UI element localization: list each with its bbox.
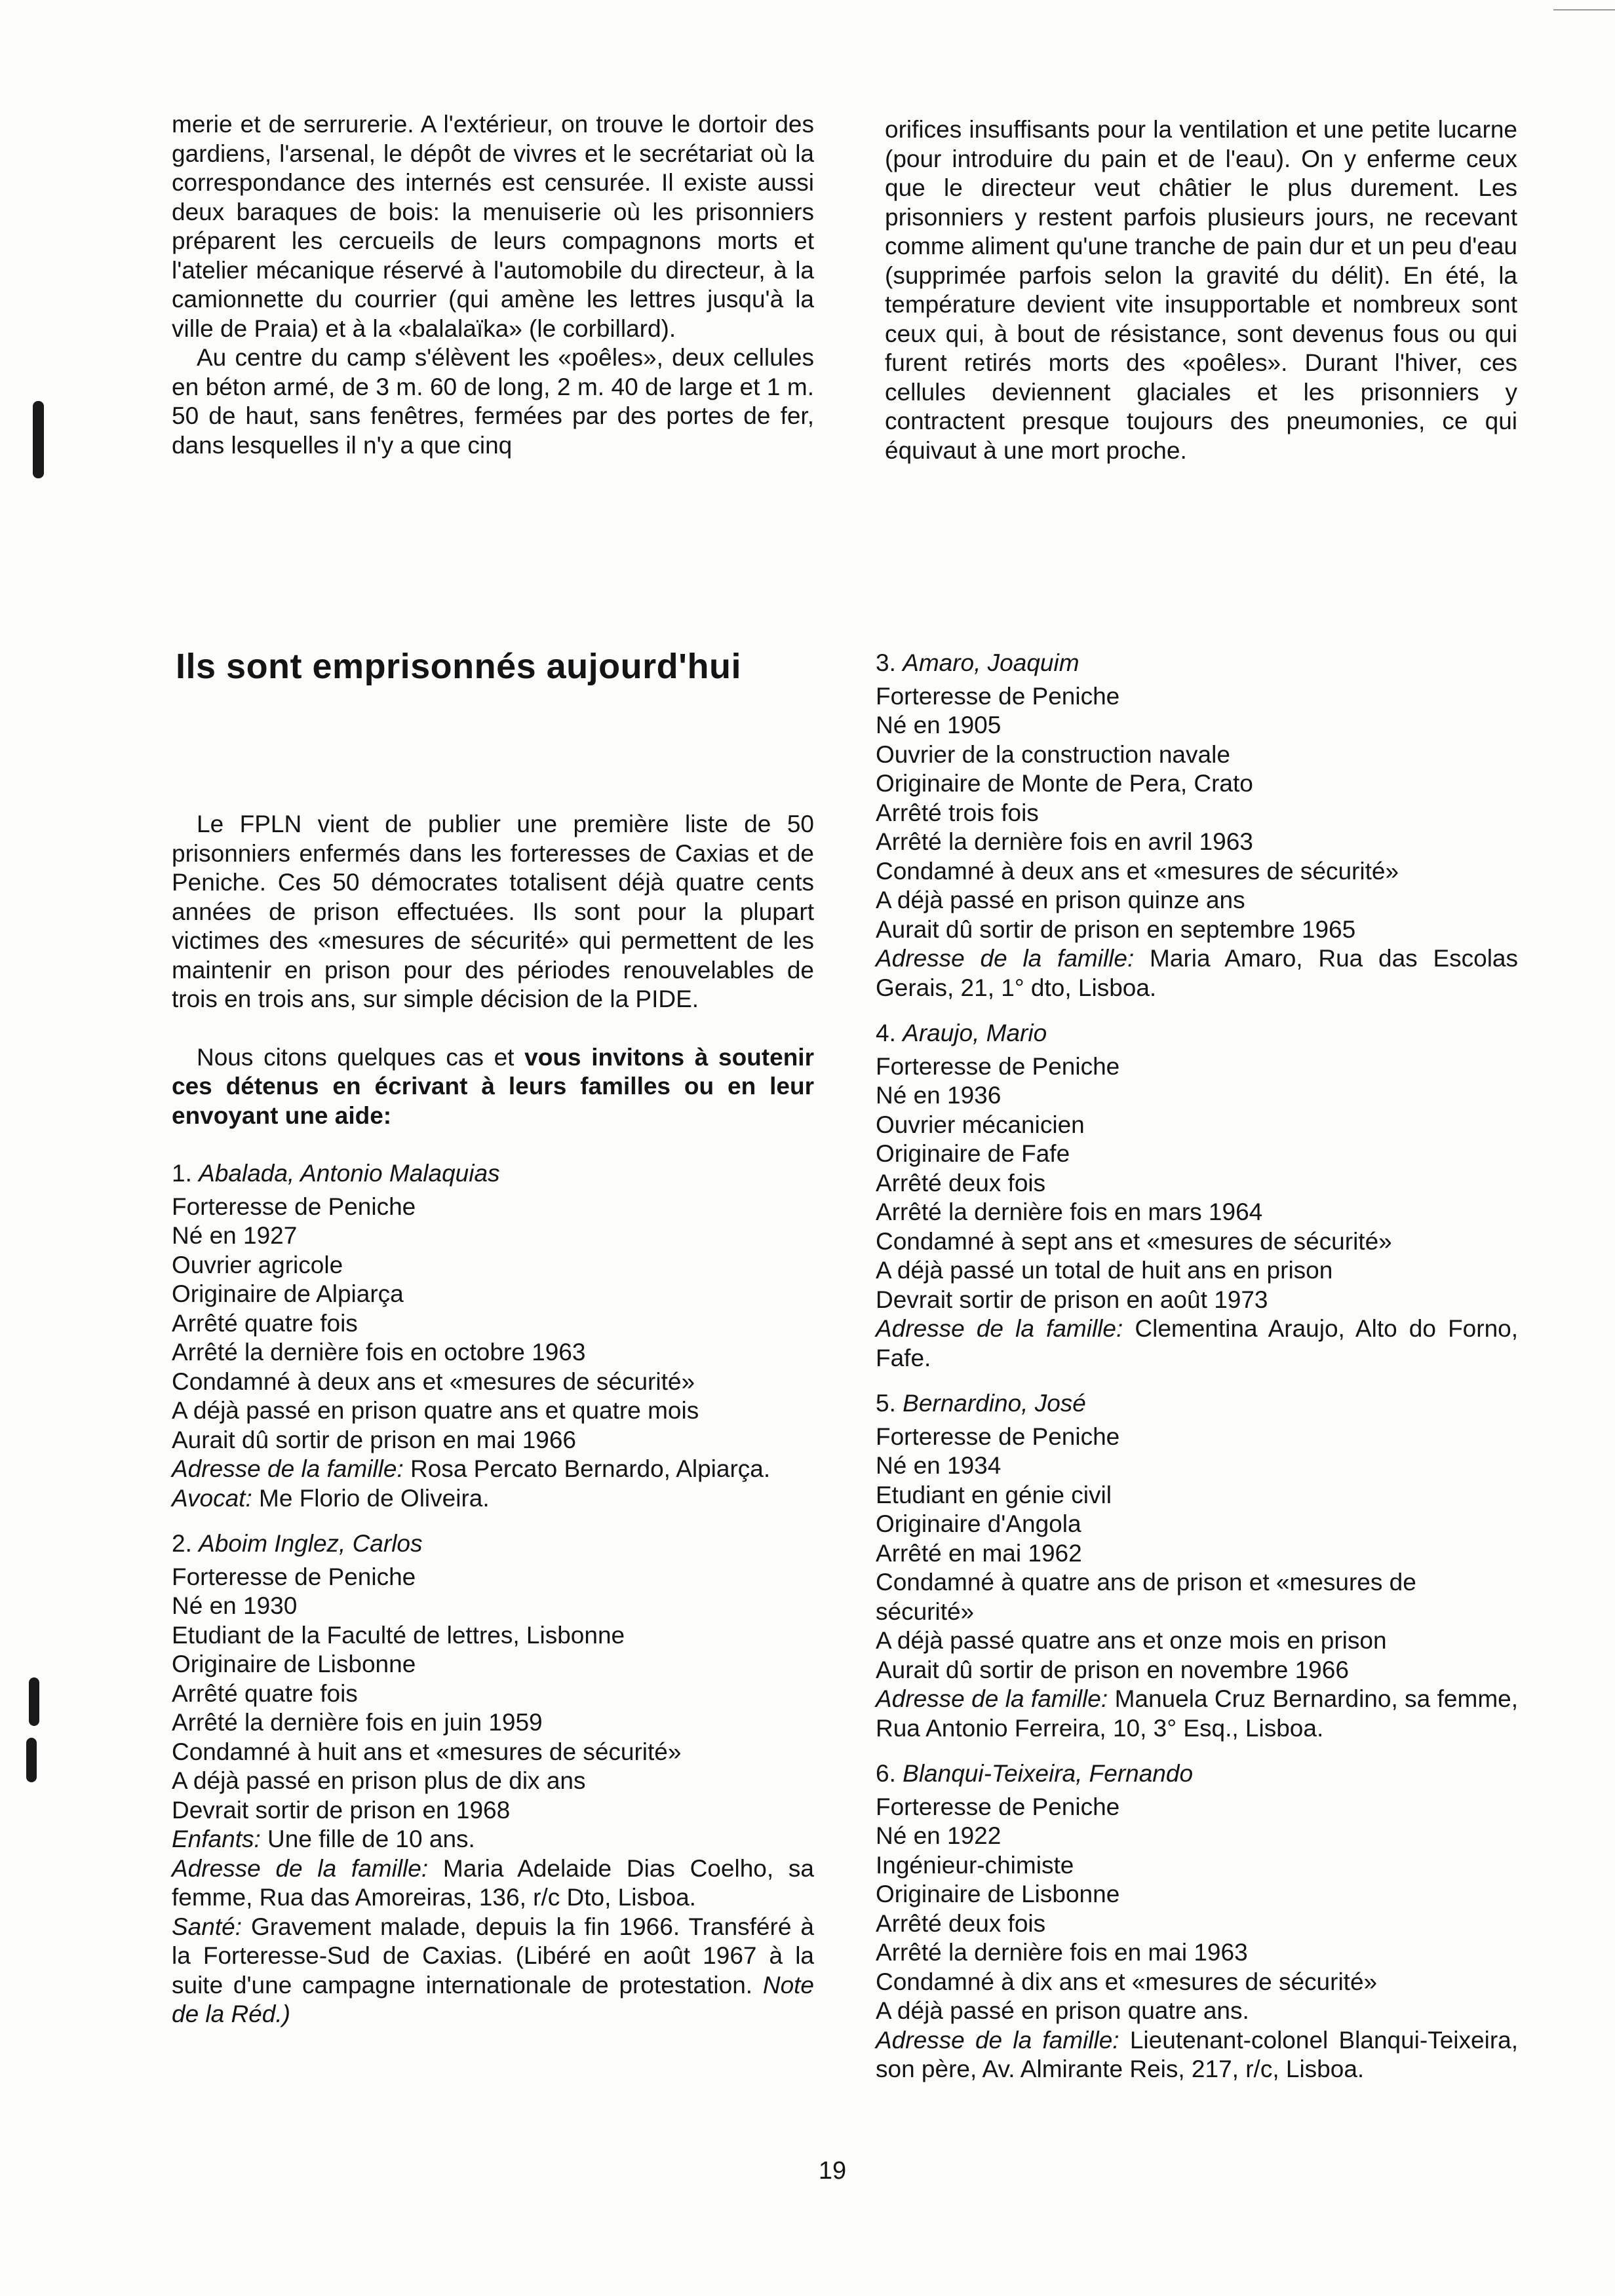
prisoner-entry (876, 649, 1518, 1003)
prisoner-detail (876, 682, 1518, 712)
detail-text: A déjà passé en prison quatre ans et quatre mois (172, 1397, 699, 1424)
detail-text: A déjà passé en prison quinze ans (876, 887, 1245, 913)
detail-text: Rosa Percato Bernardo, Alpiarça. (410, 1455, 771, 1482)
detail-text: Aurait dû sortir de prison en septembre 1965 (876, 915, 1356, 943)
top-left-column (172, 110, 814, 460)
detail-label: Adresse de la famille: (876, 945, 1135, 972)
detail-label: Adresse de la famille: (876, 2026, 1119, 2054)
detail-text: A déjà passé un total de huit ans en prison (876, 1257, 1333, 1284)
prisoner-detail (876, 1510, 1518, 1539)
prisoner-detail (876, 1227, 1518, 1257)
detail-text: Forteresse de Peniche (876, 1423, 1120, 1450)
prisoner-detail-labeled (876, 1314, 1518, 1373)
detail-text: Arrêté quatre fois (172, 1679, 358, 1707)
detail-text: Né en 1922 (876, 1822, 1002, 1849)
detail-text: Forteresse de Peniche (876, 682, 1120, 710)
detail-text: Condamné à dix ans et «mesures de sécurité» (876, 1968, 1378, 1995)
prisoner-name: Bernardino, José (903, 1390, 1086, 1417)
detail-text: Originaire de Alpiarça (172, 1280, 404, 1307)
prisoner-detail (172, 1621, 814, 1651)
detail-text: Ouvrier agricole (172, 1251, 343, 1278)
body-paragraph: orifices insuffisants pour la ventilation et une petite lucarne (pour introduire du pain et de l'eau). On y enferme ceux que le directeur veut châtier le plus durement. Les prisonniers y restent parfois plusieurs jours, ne recevant comme aliment qu'une tranche de pain dur et un peu d'eau (supprimée parfois selon la gravité du délit). En été, la température devient vite insupportable et nombreux sont ceux qui, à bout de résistance, sont devenus fous ou qui furent retirés morts des «poêles». Durant l'hiver, ces cellules deviennent glaciales et les prisonniers y contractent presque toujours des pneumonies, ce qui équivaut à une mort proche. (885, 116, 1517, 464)
prisoner-detail (876, 1822, 1518, 1851)
binding-mark (29, 1677, 39, 1726)
prisoner-detail-labeled (876, 1685, 1518, 1743)
prisoner-list-right (876, 649, 1518, 2084)
detail-text: Etudiant de la Faculté de lettres, Lisbonne (172, 1621, 625, 1649)
prisoner-number: 1. (172, 1160, 192, 1187)
prisoner-detail (876, 1568, 1518, 1626)
prisoner-detail (876, 915, 1518, 945)
prisoner-detail (172, 1251, 814, 1280)
detail-text: Ouvrier de la construction navale (876, 740, 1230, 768)
prisoner-detail-labeled (876, 944, 1518, 1003)
binding-mark (26, 1738, 37, 1782)
appeal-bold: vous invitons à soutenir ces détenus en écrivant à leurs familles ou en leur envoyant une aide: (172, 1043, 814, 1129)
page-number: 19 (818, 2157, 847, 2185)
prisoner-detail (876, 799, 1518, 828)
detail-text: Né en 1905 (876, 712, 1002, 738)
prisoner-number: 6. (876, 1760, 896, 1787)
prisoner-detail (876, 1169, 1518, 1198)
prisoner-number: 2. (172, 1530, 192, 1557)
prisoner-detail (876, 1198, 1518, 1227)
prisoner-detail (876, 1111, 1518, 1140)
prisoner-entry (876, 1389, 1518, 1743)
prisoner-detail (876, 1793, 1518, 1822)
detail-text: Forteresse de Peniche (172, 1563, 416, 1590)
detail-text: Originaire de Lisbonne (876, 1881, 1120, 1907)
prisoner-detail (876, 828, 1518, 857)
detail-text: Gravement malade, depuis la fin 1966. Transféré à la Forteresse-Sud de Caxias. (Libéré en août 1967 à la suite d'une campagne internationale de protestation. (172, 1913, 814, 1999)
prisoner-detail (876, 1286, 1518, 1315)
prisoner-detail (172, 1708, 814, 1738)
appeal-paragraph (172, 1043, 814, 1131)
prisoner-detail (876, 1626, 1518, 1656)
detail-text: Devrait sortir de prison en août 1973 (876, 1286, 1268, 1313)
left-article-column (172, 810, 814, 2046)
prisoner-heading (876, 1389, 1518, 1419)
detail-label: Adresse de la famille: (172, 1455, 404, 1482)
prisoner-detail-labeled (172, 1484, 814, 1514)
intro-paragraph: Le FPLN vient de publier une première liste de 50 prisonniers enfermés dans les forteresses de Caxias et de Peniche. Ces 50 démocrates totalisent déjà quatre cents années de prison effectuées. Ils sont pour la plupart victimes des «mesures de sécurité» qui permettent de les maintenir en prison pour des périodes renouvelables de trois en trois ans, sur simple décision de la PIDE. (172, 811, 814, 1012)
detail-label: Santé: (172, 1913, 242, 1940)
detail-text: Condamné à deux ans et «mesures de sécurité» (172, 1368, 695, 1395)
detail-text: Maria Adelaide Dias Coelho, sa femme, Rua das Amoreiras, 136, r/c Dto, Lisboa. (172, 1854, 814, 1911)
prisoner-number: 5. (876, 1390, 896, 1417)
detail-text: Né en 1930 (172, 1592, 298, 1619)
detail-text: Forteresse de Peniche (876, 1793, 1120, 1820)
prisoner-detail (172, 1338, 814, 1368)
prisoner-detail (876, 740, 1518, 770)
detail-text: Condamné à quatre ans de prison et «mesures de sécurité» (876, 1569, 1416, 1625)
prisoner-detail (172, 1738, 814, 1767)
prisoner-heading (876, 1019, 1518, 1048)
detail-text: Condamné à sept ans et «mesures de sécurité» (876, 1227, 1392, 1255)
prisoner-detail (172, 1426, 814, 1455)
detail-text: Me Florio de Oliveira. (259, 1484, 490, 1512)
prisoner-detail (876, 1081, 1518, 1111)
prisoner-detail (172, 1592, 814, 1621)
detail-label: Enfants: (172, 1826, 261, 1852)
detail-text: Condamné à huit ans et «mesures de sécurité» (172, 1738, 682, 1765)
prisoner-detail (172, 1280, 814, 1309)
detail-text: Condamné à deux ans et «mesures de sécurité» (876, 857, 1399, 885)
detail-label: Adresse de la famille: (172, 1854, 429, 1882)
detail-text: Manuela Cruz Bernardino, sa femme, Rua Antonio Ferreira, 10, 3° Esq., Lisboa. (876, 1685, 1518, 1742)
prisoner-detail (876, 1997, 1518, 2026)
prisoner-detail-labeled (172, 1455, 814, 1484)
detail-text: Arrêté la dernière fois en mars 1964 (876, 1198, 1263, 1225)
right-article-column (876, 649, 1518, 2101)
prisoner-detail (876, 1656, 1518, 1685)
detail-text: Une fille de 10 ans. (267, 1826, 475, 1852)
page-edge-rule (1553, 9, 1615, 10)
detail-text: Lieutenant-colonel Blanqui-Teixeira, son père, Av. Almirante Reis, 217, r/c, Lisboa. (876, 2026, 1519, 2082)
prisoner-entry (876, 1019, 1518, 1373)
prisoner-detail-labeled (172, 1913, 814, 2029)
detail-text: Clementina Araujo, Alto do Forno, Fafe. (876, 1315, 1518, 1371)
prisoner-detail (172, 1679, 814, 1709)
prisoner-name: Abalada, Antonio Malaquias (199, 1160, 500, 1187)
prisoner-detail (172, 1396, 814, 1426)
prisoner-detail (876, 1139, 1518, 1169)
detail-text: A déjà passé en prison plus de dix ans (172, 1767, 586, 1794)
prisoner-detail (172, 1221, 814, 1251)
prisoner-detail (172, 1368, 814, 1397)
detail-text: Ouvrier mécanicien (876, 1111, 1085, 1138)
prisoner-heading (876, 1759, 1518, 1789)
prisoner-detail (876, 1256, 1518, 1286)
detail-text: Arrêté la dernière fois en juin 1959 (172, 1709, 543, 1736)
prisoner-detail-labeled (876, 2026, 1518, 2084)
prisoner-entry (172, 1159, 814, 1513)
detail-text: Forteresse de Peniche (876, 1052, 1120, 1080)
prisoner-detail (876, 1481, 1518, 1510)
prisoner-detail (172, 1767, 814, 1796)
prisoner-detail (876, 711, 1518, 740)
prisoner-detail (172, 1796, 814, 1826)
prisoner-detail (876, 1423, 1518, 1452)
detail-label: Adresse de la famille: (876, 1315, 1123, 1342)
detail-text: Originaire de Lisbonne (172, 1651, 416, 1677)
detail-text: Arrêté quatre fois (172, 1309, 358, 1337)
appeal-plain: Nous citons quelques cas et (197, 1043, 525, 1071)
prisoner-number: 3. (876, 649, 896, 676)
detail-text: A déjà passé quatre ans et onze mois en prison (876, 1627, 1387, 1654)
prisoner-detail-labeled (172, 1854, 814, 1913)
prisoner-detail (876, 1851, 1518, 1881)
detail-text: Ingénieur-chimiste (876, 1851, 1074, 1879)
prisoner-detail-labeled (172, 1825, 814, 1854)
prisoner-heading (172, 1529, 814, 1559)
detail-text: Aurait dû sortir de prison en novembre 1966 (876, 1656, 1349, 1683)
prisoner-name: Blanqui-Teixeira, Fernando (903, 1760, 1194, 1787)
prisoner-detail (876, 857, 1518, 887)
detail-text: Originaire d'Angola (876, 1510, 1081, 1537)
detail-label: Adresse de la famille: (876, 1685, 1108, 1712)
body-paragraph: Au centre du camp s'élèvent les «poêles», deux cellules en béton armé, de 3 m. 60 de long, 2 m. 40 de large et 1 m. 50 de haut, sans fenêtres, fermées par des portes de fer, dans lesquelles il n'y a que cinq (172, 344, 814, 459)
top-right-column (885, 115, 1517, 465)
detail-text: Né en 1936 (876, 1082, 1002, 1109)
detail-text: Arrêté trois fois (876, 799, 1039, 826)
detail-label: Avocat: (172, 1484, 252, 1512)
prisoner-heading (876, 649, 1518, 678)
detail-text: Arrêté la dernière fois en octobre 1963 (172, 1339, 586, 1366)
prisoner-detail (172, 1309, 814, 1339)
detail-text: Né en 1934 (876, 1452, 1002, 1479)
detail-text: Arrêté deux fois (876, 1169, 1046, 1196)
body-paragraph: merie et de serrurerie. A l'extérieur, on trouve le dortoir des gardiens, l'arsenal, le dépôt de vivres et le secrétariat où la correspondance des internés est censurée. Il existe aussi deux baraques de bois: la menuiserie où les prisonniers préparent les cercueils de leurs compagnons morts et l'atelier mécanique réservé à l'automobile du directeur, à la camionnette du courrier (qui amène les lettres jusqu'à la ville de Praia) et à la «balalaïka» (le corbillard). (172, 111, 814, 342)
detail-text: Arrêté la dernière fois en mai 1963 (876, 1939, 1248, 1966)
prisoner-name: Amaro, Joaquim (903, 649, 1080, 676)
detail-text: Devrait sortir de prison en 1968 (172, 1796, 511, 1824)
prisoner-detail (876, 1968, 1518, 1997)
prisoner-detail (172, 1193, 814, 1222)
prisoner-name: Aboim Inglez, Carlos (199, 1530, 423, 1557)
detail-text: Aurait dû sortir de prison en mai 1966 (172, 1426, 577, 1453)
detail-text: Arrêté en mai 1962 (876, 1539, 1082, 1567)
prisoner-detail (876, 1052, 1518, 1082)
prisoner-entry (876, 1759, 1518, 2084)
detail-text: Originaire de Fafe (876, 1140, 1070, 1167)
prisoner-detail (876, 1451, 1518, 1481)
detail-text: Né en 1927 (172, 1222, 298, 1249)
prisoner-detail (876, 1539, 1518, 1569)
detail-text: Maria Amaro, Rua das Escolas Gerais, 21, 1° dto, Lisboa. (876, 945, 1519, 1001)
detail-text: Originaire de Monte de Pera, Crato (876, 770, 1253, 797)
detail-text: Etudiant en génie civil (876, 1481, 1112, 1508)
prisoner-list-left (172, 1159, 814, 2029)
prisoner-detail (172, 1650, 814, 1679)
prisoner-detail (876, 1880, 1518, 1909)
editor-note: Note de la Réd.) (172, 1971, 814, 2027)
prisoner-name: Araujo, Mario (903, 1020, 1047, 1046)
binding-mark (33, 401, 44, 478)
detail-text: A déjà passé en prison quatre ans. (876, 1997, 1249, 2024)
prisoner-entry (172, 1529, 814, 2029)
prisoner-detail (876, 1909, 1518, 1939)
detail-text: Arrêté deux fois (876, 1909, 1046, 1937)
prisoner-number: 4. (876, 1020, 896, 1046)
prisoner-detail (876, 769, 1518, 799)
prisoner-detail (172, 1563, 814, 1592)
prisoner-heading (172, 1159, 814, 1189)
prisoner-detail (876, 886, 1518, 915)
detail-text: Forteresse de Peniche (172, 1193, 416, 1220)
detail-text: Arrêté la dernière fois en avril 1963 (876, 828, 1253, 855)
section-heading: Ils sont emprisonnés aujourd'hui (176, 647, 741, 686)
prisoner-detail (876, 1938, 1518, 1968)
